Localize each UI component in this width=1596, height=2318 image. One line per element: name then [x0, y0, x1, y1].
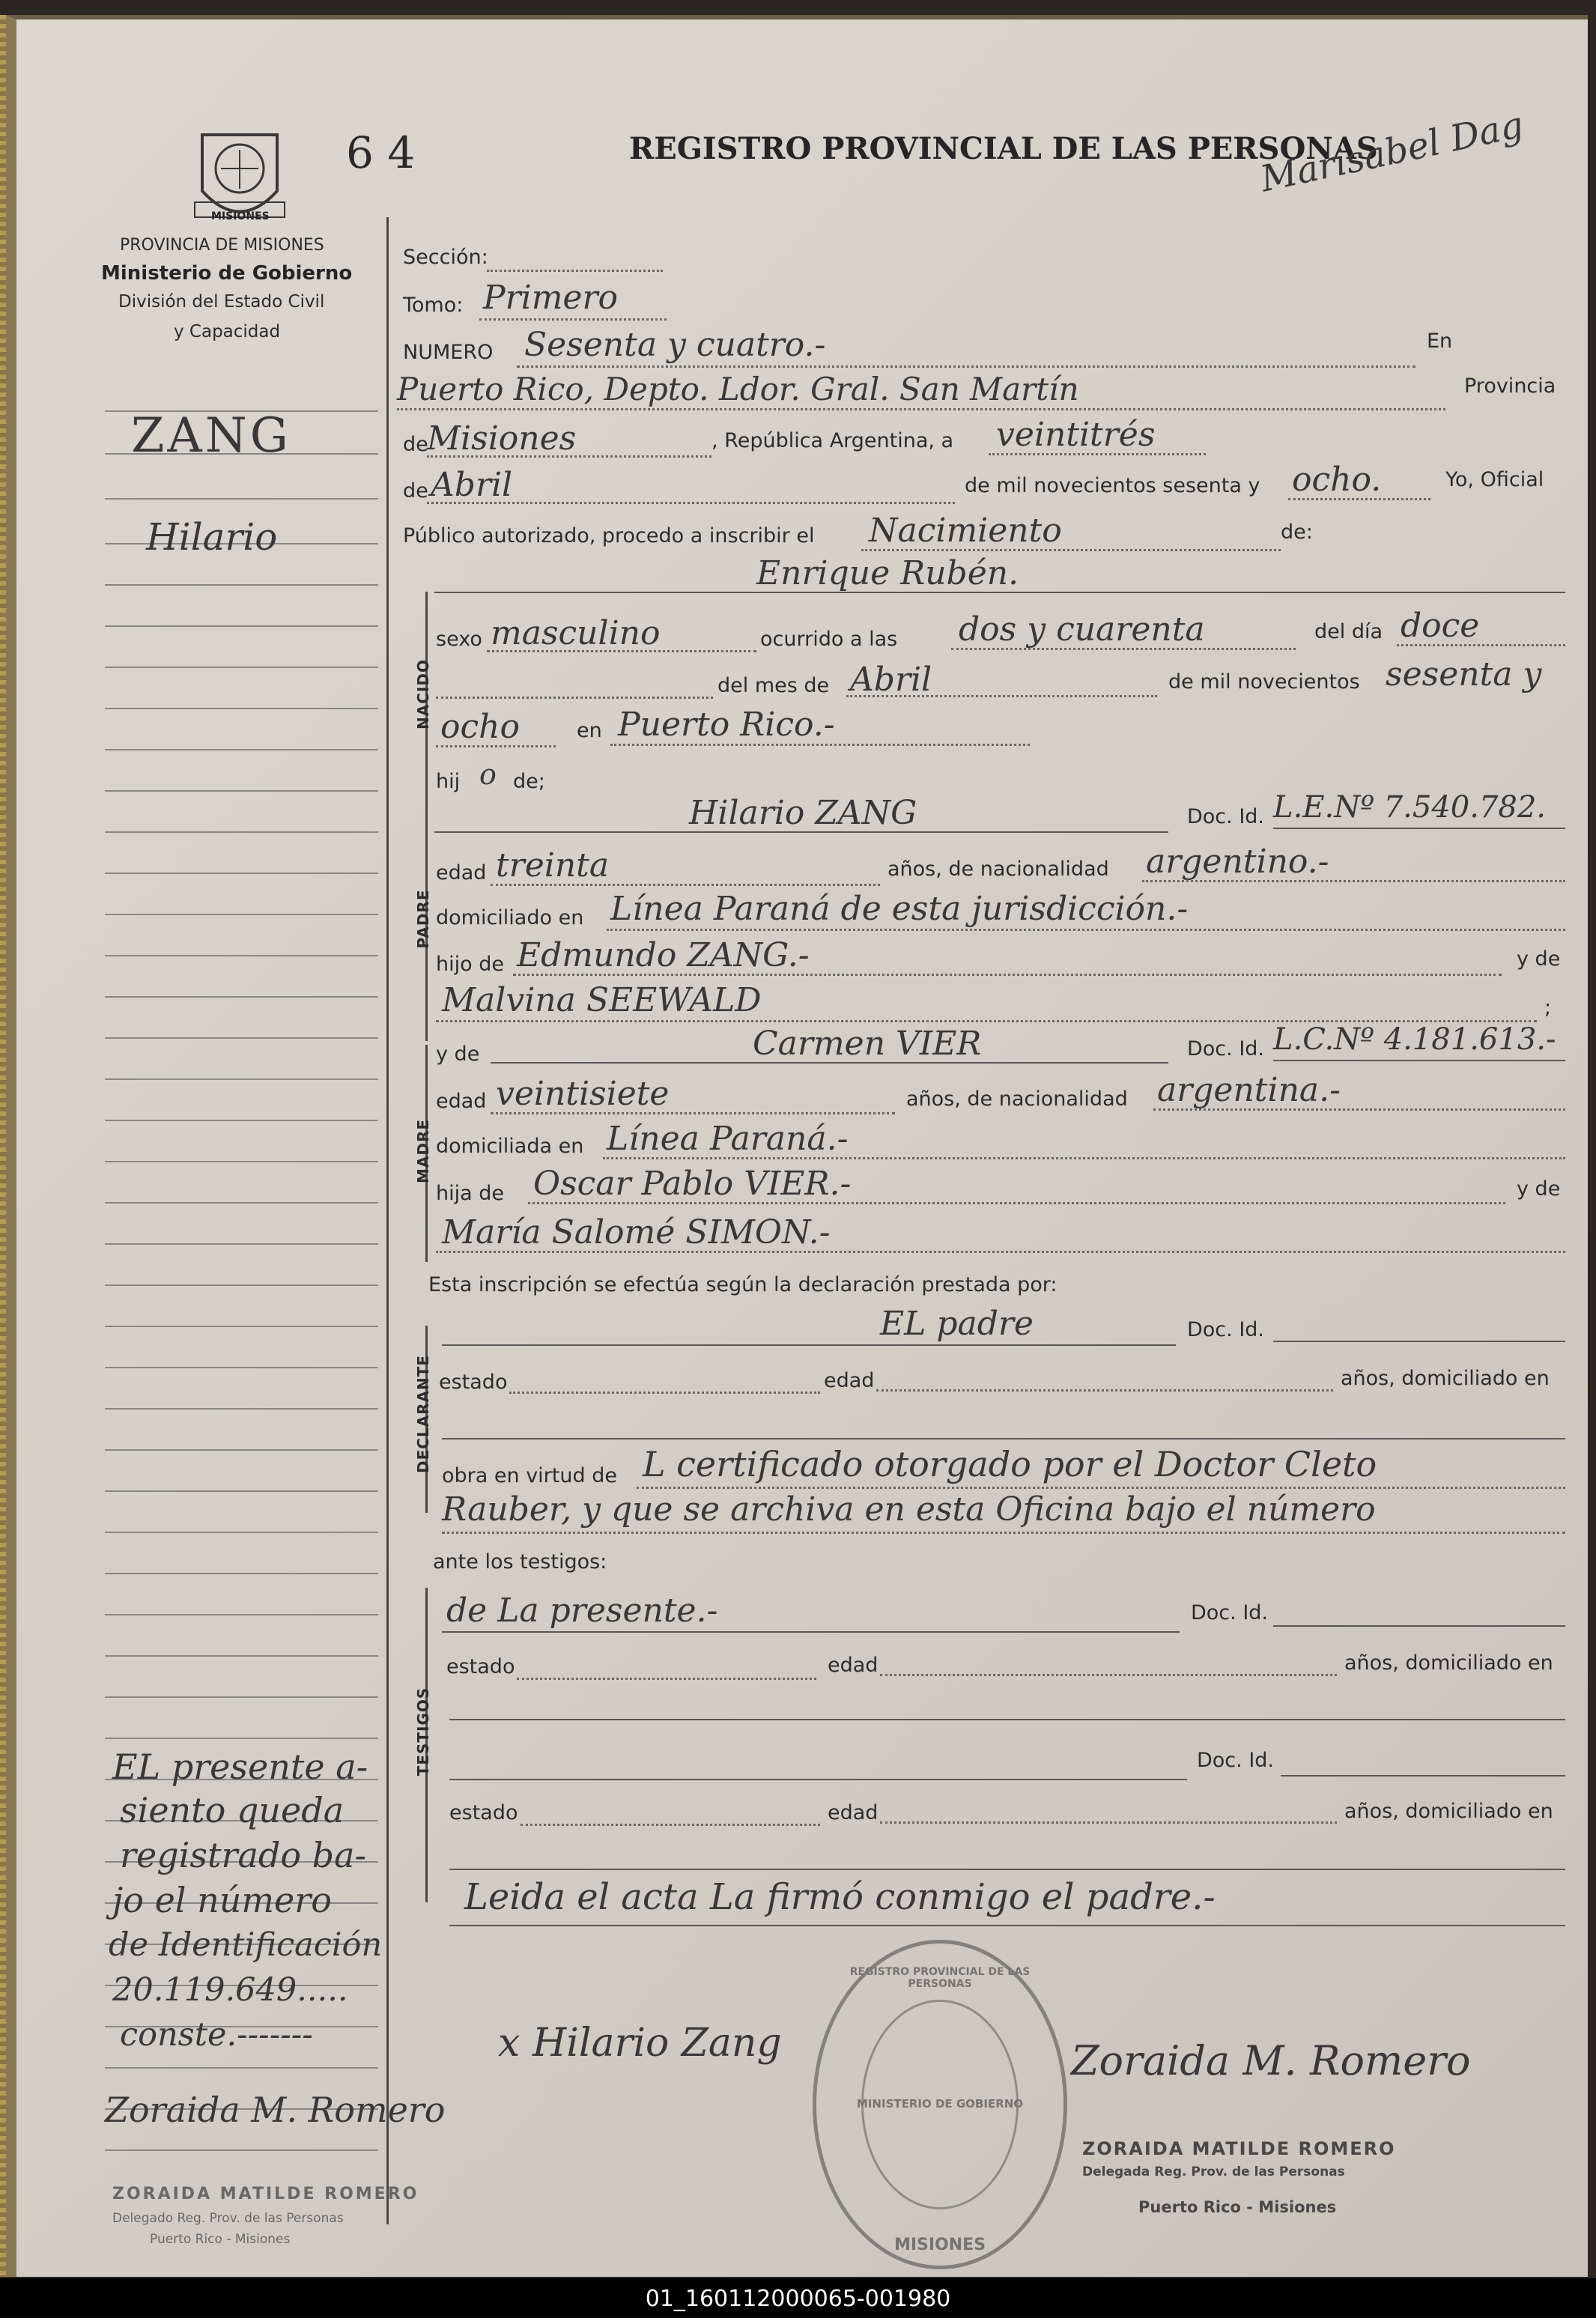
madre-nac-label: años, de nacionalidad: [906, 1087, 1128, 1111]
testigo2-estado-label: estado: [449, 1801, 518, 1824]
de-colon-label: de:: [1281, 521, 1313, 544]
madre-label: MADRE: [414, 1118, 432, 1184]
margin-note-line5: de Identificación: [109, 1926, 383, 1964]
madre-domicilio-label: domiciliada en: [436, 1135, 584, 1158]
page-number: 6 4: [346, 127, 416, 178]
margin-note-line6: 20.119.649.....: [112, 1971, 348, 2009]
place-value: Puerto Rico, Depto. Ldor. Gral. San Martín: [397, 371, 1079, 407]
declarante-label: DECLARANTE: [414, 1354, 432, 1473]
testigo2-doc-label: Doc. Id.: [1197, 1749, 1275, 1772]
father-doc-value: L.E.Nº 7.540.782.: [1273, 790, 1547, 825]
madre-doc-label: Doc. Id.: [1187, 1037, 1265, 1061]
testigo1-edad-label: edad: [828, 1654, 879, 1677]
del-mes-label: del mes de: [717, 674, 830, 697]
authority-line1: PROVINCIA DE MISIONES: [120, 236, 324, 255]
round-stamp-top: REGISTRO PROVINCIAL DE LAS PERSONAS: [849, 1966, 1031, 1990]
tomo-value: Primero: [483, 279, 618, 317]
padre-label: PADRE: [414, 889, 432, 949]
margin-surname: ZANG: [131, 408, 291, 464]
time-value: dos y cuarenta: [959, 610, 1205, 649]
hijo-label: hij: [436, 770, 461, 793]
testigo1-doc-label: Doc. Id.: [1191, 1601, 1269, 1624]
margin-note-line1: EL presente a-: [112, 1747, 368, 1787]
page-title: REGISTRO PROVINCIAL DE LAS PERSONAS: [629, 131, 1378, 166]
en2-label: en: [577, 719, 602, 742]
authority-line3: División del Estado Civil: [118, 292, 325, 312]
act-value: Nacimiento: [869, 512, 1062, 550]
obra-label: obra en virtud de: [442, 1464, 617, 1487]
testigo2-edad-label: edad: [828, 1801, 879, 1824]
mother-father-value: Oscar Pablo VIER.-: [533, 1165, 852, 1203]
year-value: ocho.: [1292, 461, 1382, 499]
margin-given-name: Hilario: [146, 515, 278, 559]
testigo2-anios-label: años, domiciliado en: [1344, 1800, 1553, 1823]
sexo-label: sexo: [436, 628, 482, 651]
madre-edad-label: edad: [436, 1090, 487, 1113]
authority-line2: Ministerio de Gobierno: [101, 262, 353, 285]
footer-id: 01_160112000065-001980: [645, 2286, 951, 2312]
madre-y-de2-label: y de: [1517, 1177, 1561, 1201]
mother-name-value: Carmen VIER: [753, 1025, 982, 1063]
mil-novecientos2-label: de mil novecientos: [1168, 670, 1360, 694]
en-label: En: [1427, 330, 1453, 353]
padre-doc-label: Doc. Id.: [1187, 805, 1265, 828]
father-age-value: treinta: [496, 846, 610, 885]
officer-signature: Zoraida M. Romero: [1071, 2037, 1471, 2084]
declarant-value: EL padre: [880, 1305, 1034, 1343]
margin-note-line3: registrado ba-: [120, 1835, 367, 1875]
testigos-line1-value: de La presente.-: [446, 1592, 718, 1630]
mil-novecientos-label: de mil novecientos sesenta y: [965, 474, 1260, 497]
birth-day-value: doce: [1401, 607, 1480, 645]
round-stamp-bottom: MISIONES: [893, 2236, 986, 2254]
nacido-label: NACIDO: [414, 659, 432, 729]
officer-stamp-place: Puerto Rico - Misiones: [1138, 2198, 1337, 2216]
del-dia-label: del día: [1314, 620, 1383, 643]
declarante-estado-label: estado: [439, 1371, 508, 1394]
mother-doc-value: L.C.Nº 4.181.613.-: [1273, 1022, 1556, 1057]
officer-stamp-name: ZORAIDA MATILDE ROMERO: [1082, 2138, 1396, 2159]
birth-place-value: Puerto Rico.-: [618, 706, 835, 744]
testigos-label: TESTIGOS: [414, 1687, 432, 1777]
father-name-value: Hilario ZANG: [689, 794, 917, 832]
padre-hijo-de-label: hijo de: [436, 953, 504, 976]
seccion-label: Sección:: [403, 246, 488, 269]
mother-mother-value: María Salomé SIMON.-: [442, 1213, 831, 1251]
birth-year-b-value: ocho: [440, 708, 520, 746]
declarante-edad-label: edad: [824, 1369, 875, 1392]
header-signature: Marisabel Dag: [1257, 103, 1527, 201]
margin-stamp-role: Delegado Reg. Prov. de las Personas: [112, 2211, 344, 2226]
numero-value: Sesenta y cuatro.-: [524, 326, 826, 364]
padre-edad-label: edad: [436, 861, 487, 885]
day-value: veintitrés: [996, 416, 1156, 454]
margin-stamp-name: ZORAIDA MATILDE ROMERO: [112, 2185, 419, 2203]
provincia-label: Provincia: [1464, 374, 1556, 398]
margin-note-line7: conste.-------: [120, 2016, 313, 2054]
hijo-suffix-value: o: [479, 758, 497, 791]
margin-note-signature: Zoraida M. Romero: [105, 2090, 446, 2130]
ocurrido-label: ocurrido a las: [760, 628, 898, 651]
testigo1-estado-label: estado: [446, 1655, 515, 1678]
month-value: Abril: [431, 466, 513, 504]
ante-testigos-label: ante los testigos:: [433, 1550, 607, 1574]
padre-semicolon: ;: [1544, 996, 1552, 1019]
republica-label: , República Argentina, a: [711, 429, 954, 452]
child-name-value: Enrique Rubén.: [756, 554, 1019, 592]
obra-line1-value: L certificado otorgado por el Doctor Cleto: [643, 1444, 1377, 1484]
inscripcion-label: Esta inscripción se efectúa según la declaración prestada por:: [428, 1273, 1058, 1296]
official-round-stamp: [813, 1940, 1067, 2269]
de-semicolon-label: de;: [513, 770, 545, 793]
obra-line2-value: Rauber, y que se archiva en esta Oficina bajo el número: [442, 1490, 1376, 1529]
margin-note-line4: jo el número: [112, 1880, 332, 1920]
declarante-doc-label: Doc. Id.: [1187, 1318, 1265, 1341]
mother-nationality-value: argentina.-: [1157, 1071, 1341, 1109]
birth-month-value: Abril: [850, 661, 932, 699]
father-address-value: Línea Paraná de esta jurisdicción.-: [610, 890, 1189, 928]
padre-nac-label: años, de nacionalidad: [887, 858, 1109, 881]
father-nationality-value: argentino.-: [1146, 843, 1329, 881]
closing-statement: Leida el acta La firmó conmigo el padre.-: [464, 1876, 1216, 1918]
madre-hija-de-label: hija de: [436, 1182, 504, 1205]
declarante-anios-label: años, domiciliado en: [1341, 1367, 1550, 1390]
province-value: Misiones: [427, 419, 577, 458]
father-mother-value: Malvina SEEWALD: [442, 981, 762, 1019]
birth-year-a-value: sesenta y: [1386, 655, 1542, 694]
father-father-value: Edmundo ZANG.-: [517, 936, 810, 974]
madre-y-de-label: y de: [436, 1043, 480, 1066]
tomo-label: Tomo:: [403, 294, 464, 317]
numero-label: NUMERO: [403, 341, 494, 364]
testigo1-anios-label: años, domiciliado en: [1344, 1651, 1553, 1675]
de-label: de: [403, 433, 428, 456]
yo-oficial-label: Yo, Oficial: [1445, 468, 1544, 491]
margin-note-line2: siento queda: [120, 1790, 345, 1830]
officer-stamp-role: Delegada Reg. Prov. de las Personas: [1082, 2164, 1345, 2179]
publico-label: Público autorizado, procedo a inscribir el: [403, 524, 815, 547]
padre-y-de-label: y de: [1517, 947, 1561, 971]
mother-age-value: veintisiete: [496, 1075, 670, 1113]
margin-stamp-place: Puerto Rico - Misiones: [150, 2232, 291, 2247]
sex-value: masculino: [491, 614, 661, 652]
round-stamp-mid: MINISTERIO DE GOBIERNO: [856, 2097, 1024, 2111]
de2-label: de: [403, 479, 428, 503]
authority-line4: y Capacidad: [174, 322, 281, 342]
father-signature: x Hilario Zang: [498, 2021, 782, 2066]
mother-address-value: Línea Paraná.-: [607, 1120, 849, 1158]
seal-text: MISIONES: [211, 210, 270, 222]
padre-domicilio-label: domiciliado en: [436, 906, 584, 929]
